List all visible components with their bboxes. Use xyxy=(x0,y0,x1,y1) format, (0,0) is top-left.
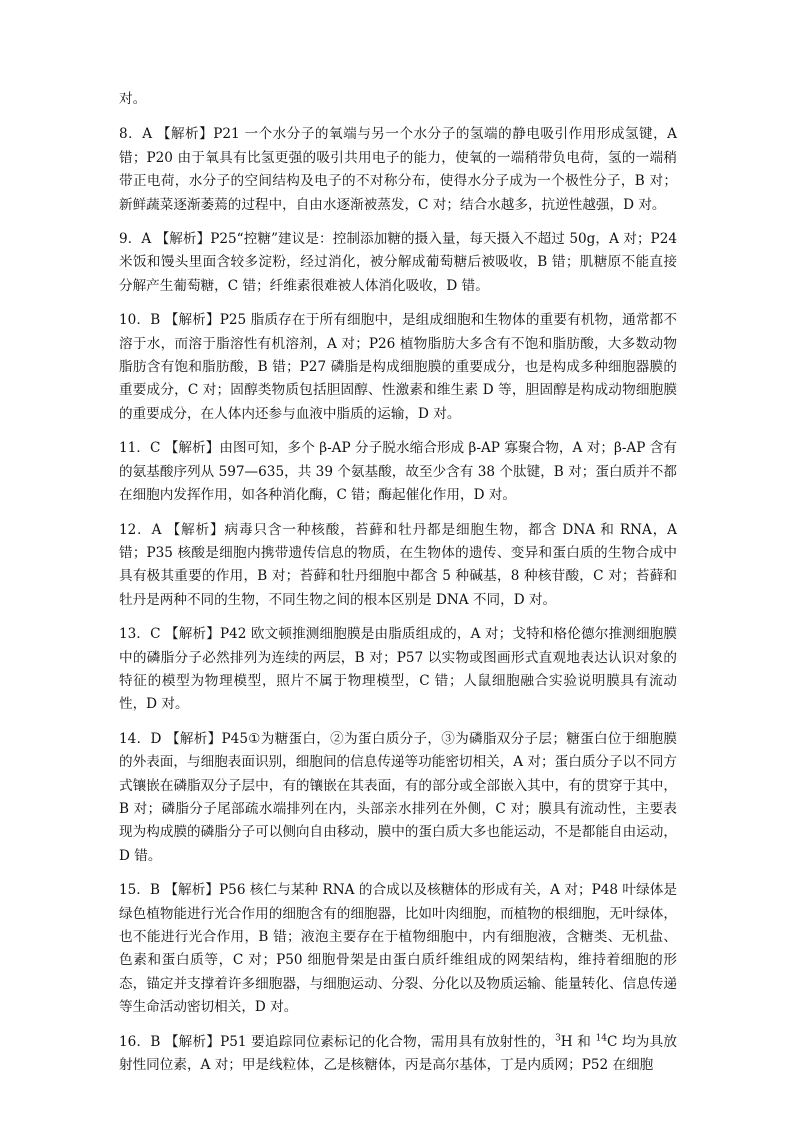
answer-16-text-c: C 均为具放射性同位素，A 对；甲是线粒体，乙是核糖体，丙是高尔基体，丁是内质网；P52 在细胞 xyxy=(119,1033,677,1074)
answer-item-13: 13．C 【解析】P42 欧文顿推测细胞膜是由脂质组成的，A 对；戈特和格伦德尔推测细胞膜中的磷脂分子必然排列为连续的两层，B 对；P57 以实物或图画形式直观地表达认识对象的特征的模型为物理模型，照片不属于物理模型，C 错；人鼠细胞融合实验说明膜具有流动性，D 对。 xyxy=(119,626,677,713)
answer-explanation-page xyxy=(119,88,677,1088)
answer-item-12: 12．A 【解析】病毒只含一种核酸，苔藓和牡丹都是细胞生物，都含 DNA 和 RNA，A 错；P35 核酸是细胞内携带遗传信息的物质，在生物体的遗传、变异和蛋白质的生物合成中具有极其重要的作用，B 对；苔藓和牡丹细胞中都含 5 种碱基，8 种核苷酸，C 对；苔藓和牡丹是两种不同的生物，不同生物之间的根本区别是 DNA 不同，D 对。 xyxy=(119,521,677,608)
paragraph-continuation: 对。 xyxy=(119,91,147,107)
answer-item-10: 10．B 【解析】P25 脂质存在于所有细胞中，是组成细胞和生物体的重要有机物，通常都不溶于水，而溶于脂溶性有机溶剂，A 对；P26 植物脂肪大多含有不饱和脂肪酸，大多数动物脂肪含有饱和脂肪酸，B 错；P27 磷脂是构成细胞膜的重要成分，也是构成多种细胞器膜的重要成分，C 对；固醇类物质包括胆固醇、性激素和维生素 D 等，胆固醇是构成动物细胞膜的重要成分，在人体内还参与血液中脂质的运输，D 对。 xyxy=(119,312,677,422)
isotope-mass-14: 14 xyxy=(595,1033,608,1044)
answer-16-text-b: H 和 xyxy=(560,1033,596,1050)
answer-item-14: 14．D 【解析】P45①为糖蛋白，②为蛋白质分子，③为磷脂双分子层；糖蛋白位于细胞膜的外表面，与细胞表面识别，细胞间的信息传递等功能密切相关，A 对；蛋白质分子以不同方式镶嵌在磷脂双分子层中，有的镶嵌在其表面，有的部分或全部嵌入其中，有的贯穿于其中，B 对；磷脂分子尾部疏水端排列在内，头部亲水排列在外侧，C 对；膜具有流动性，主要表现为构成膜的磷脂分子可以侧向自由移动，膜中的蛋白质大多也能运动，不是都能自由运动，D 错。 xyxy=(119,730,677,864)
answer-item-16 xyxy=(119,1031,677,1078)
answer-item-11: 11．C 【解析】由图可知，多个 β-AP 分子脱水缩合形成 β-AP 寡聚合物，A 对；β-AP 含有的氨基酸序列从 597—635，共 39 个氨基酸，故至少含有 38 个肽键，B 对；蛋白质并不都在细胞内发挥作用，如各种消化酶，C 错；酶起催化作用，D 对。 xyxy=(119,440,677,504)
answer-16-text-a: 16．B 【解析】P51 要追踪同位素标记的化合物，需用具有放射性的， xyxy=(119,1033,556,1050)
answer-item-15: 15．B 【解析】P56 核仁与某种 RNA 的合成以及核糖体的形成有关，A 对；P48 叶绿体是绿色植物能进行光合作用的细胞含有的细胞器，比如叶肉细胞，而植物的根细胞，无叶绿体，也不能进行光合作用，B 错；液泡主要存在于植物细胞中，内有细胞液，含糖类、无机盐、色素和蛋白质等，C 对；P50 细胞骨架是由蛋白质纤维组成的网架结构，维持着细胞的形态，锚定并支撑着许多细胞器，与细胞运动、分裂、分化以及物质运输、能量转化、信息传递等生命活动密切相关，D 对。 xyxy=(119,882,677,1016)
isotope-mass-3: 3 xyxy=(555,1033,561,1044)
answer-item-9: 9．A 【解析】P25“控糖”建议是：控制添加糖的摄入量，每天摄入不超过 50g，A 对；P24 米饭和馒头里面含较多淀粉，经过消化，被分解成葡萄糖后被吸收，B 错；肌糖原不能直接分解产生葡萄糖，C 错；纤维素很难被人体消化吸收，D 错。 xyxy=(119,231,677,294)
answer-item-8: 8．A 【解析】P21 一个水分子的氧端与另一个水分子的氢端的静电吸引作用形成氢键，A 错；P20 由于氧具有比氢更强的吸引共用电子的能力，使氧的一端稍带负电荷，氢的一端稍带正电荷，水分子的空间结构及电子的不对称分布，使得水分子成为一个极性分子，B 对；新鲜蔬菜逐渐萎蔫的过程中，自由水逐渐被蒸发，C 对；结合水越多，抗逆性越强，D 对。 xyxy=(119,126,677,213)
